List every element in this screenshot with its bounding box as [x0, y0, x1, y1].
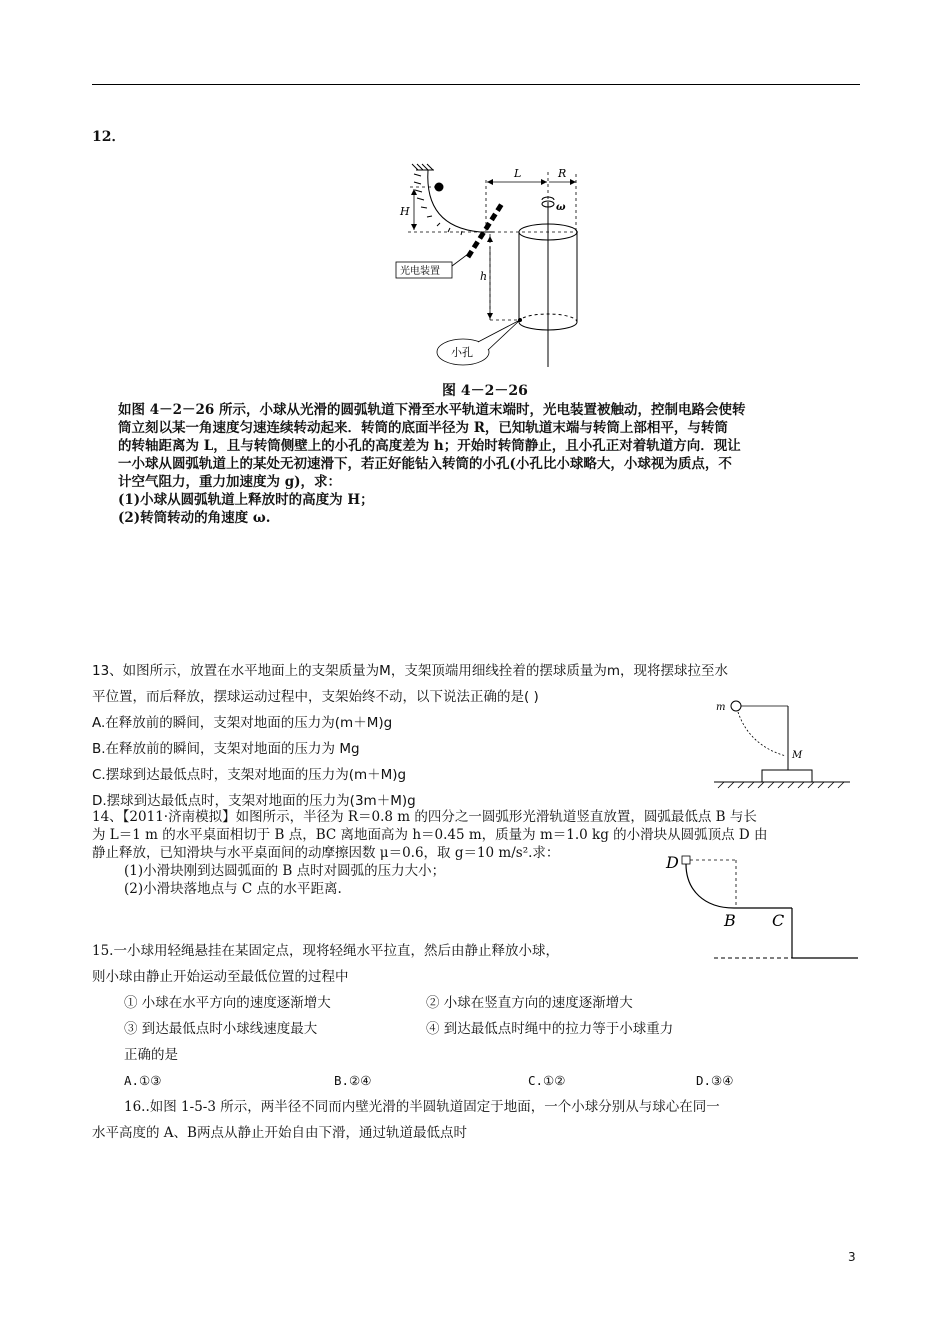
svg-text:h: h: [480, 270, 488, 283]
q14-line: 14、【2011·济南模拟】如图所示，半径为 R＝0.8 m 的四分之一圆弧形光滑轨道竖直放置，圆弧最低点 B 与长: [92, 809, 757, 825]
q14-line: 静止释放，已知滑块与水平桌面间的动摩擦因数 μ＝0.6，取 g＝10 m/s².求：: [92, 845, 560, 861]
q13-option-c: C.摆球到达最低点时，支架对地面的压力为(m＋M)g: [92, 767, 407, 783]
q15-choice-b: B.②④: [334, 1073, 372, 1088]
q16-text: [92, 1094, 720, 1146]
q15-statement-1: ① 小球在水平方向的速度逐渐增大: [124, 995, 331, 1011]
svg-text:R: R: [558, 167, 567, 180]
q12-figure: [390, 162, 600, 372]
q12-part-2: (2)转筒转动的角速度 ω.: [118, 510, 271, 526]
svg-text:D: D: [666, 853, 679, 872]
q14-figure: [664, 852, 860, 962]
svg-text:m: m: [716, 702, 726, 713]
q15-statement-3: ③ 到达最低点时小球线速度最大: [124, 1021, 318, 1037]
q12-part-1: (1)小球从圆弧轨道上释放时的高度为 H；: [118, 492, 374, 508]
q12-line: 一小球从圆弧轨道上的某处无初速滑下，若正好能钻入转筒的小孔(小孔比小球略大，小球视为质点，不: [118, 456, 732, 472]
q12-line: 计空气阻力，重力加速度为 g)，求：: [118, 474, 342, 490]
q13-figure: [712, 696, 852, 792]
q12-number: 12．: [92, 129, 126, 145]
header-rule: [92, 84, 860, 85]
q15-choice-c: C.①②: [528, 1073, 566, 1088]
page-number: 3: [848, 1250, 856, 1264]
q12-line: 筒立刻以某一角速度匀速连续转动起来．转筒的底面半径为 R，已知轨道末端与转筒上部相平，与转筒: [118, 420, 728, 436]
q13-option-a: A.在释放前的瞬间，支架对地面的压力为(m＋M)g: [92, 715, 393, 731]
q13-line: 13、如图所示，放置在水平地面上的支架质量为M，支架顶端用细线拴着的摆球质量为m，现将摆球拉至水: [92, 663, 728, 679]
q12-line: 如图 4－2－26 所示，小球从光滑的圆弧轨道下滑至水平轨道末端时，光电装置被触动，控制电路会使转: [118, 402, 746, 418]
q13-option-d: D.摆球到达最低点时，支架对地面的压力为(3m＋M)g: [92, 793, 416, 809]
q13-text: [92, 658, 728, 814]
q14-part-1: (1)小滑块刚到达圆弧面的 B 点时对圆弧的压力大小；: [124, 863, 446, 879]
q15-prompt: 正确的是: [124, 1047, 178, 1063]
q15-line: 则小球由静止开始运动至最低位置的过程中: [92, 969, 349, 985]
q14-line: 为 L＝1 m 的水平桌面相切于 B 点，BC 离地面高为 h＝0.45 m，质量为 m＝1.0 kg 的小滑块从圆弧顶点 D 由: [92, 827, 768, 843]
q12-figure-caption: 图 4－2－26: [442, 383, 528, 399]
q15-choice-a: A.①③: [124, 1073, 162, 1088]
q15-statement-4: ④ 到达最低点时绳中的拉力等于小球重力: [426, 1021, 674, 1037]
q15-statement-2: ② 小球在竖直方向的速度逐渐增大: [426, 995, 633, 1011]
svg-text:C: C: [772, 911, 785, 930]
svg-text:光电装置: 光电装置: [400, 266, 440, 277]
q15-line: 15.一小球用轻绳悬挂在某固定点，现将轻绳水平拉直，然后由静止释放小球，: [92, 943, 559, 959]
svg-text:H: H: [400, 205, 410, 218]
svg-text:L: L: [514, 167, 522, 180]
q13-option-b: B.在释放前的瞬间，支架对地面的压力为 Mg: [92, 741, 360, 757]
svg-text:ω: ω: [556, 202, 566, 213]
q15-text: [92, 938, 559, 990]
svg-text:B: B: [724, 911, 736, 930]
q16-line: 水平高度的 A、B两点从静止开始自由下滑，通过轨道最低点时: [92, 1125, 467, 1141]
svg-text:小孔: 小孔: [451, 346, 473, 359]
q13-line: 平位置，而后释放，摆球运动过程中，支架始终不动，以下说法正确的是( ): [92, 689, 539, 705]
q14-part-2: (2)小滑块落地点与 C 点的水平距离.: [124, 881, 342, 897]
q15-choice-d: D.③④: [696, 1073, 734, 1088]
q16-line: 16..如图 1-5-3 所示，两半径不同而内壁光滑的半圆轨道固定于地面，一个小球分别从与球心在同一: [124, 1099, 720, 1115]
q12-line: 的转轴距离为 L，且与转筒侧壁上的小孔的高度差为 h；开始时转筒静止，且小孔正对着轨道方向．现让: [118, 438, 741, 454]
svg-text:M: M: [792, 750, 803, 761]
